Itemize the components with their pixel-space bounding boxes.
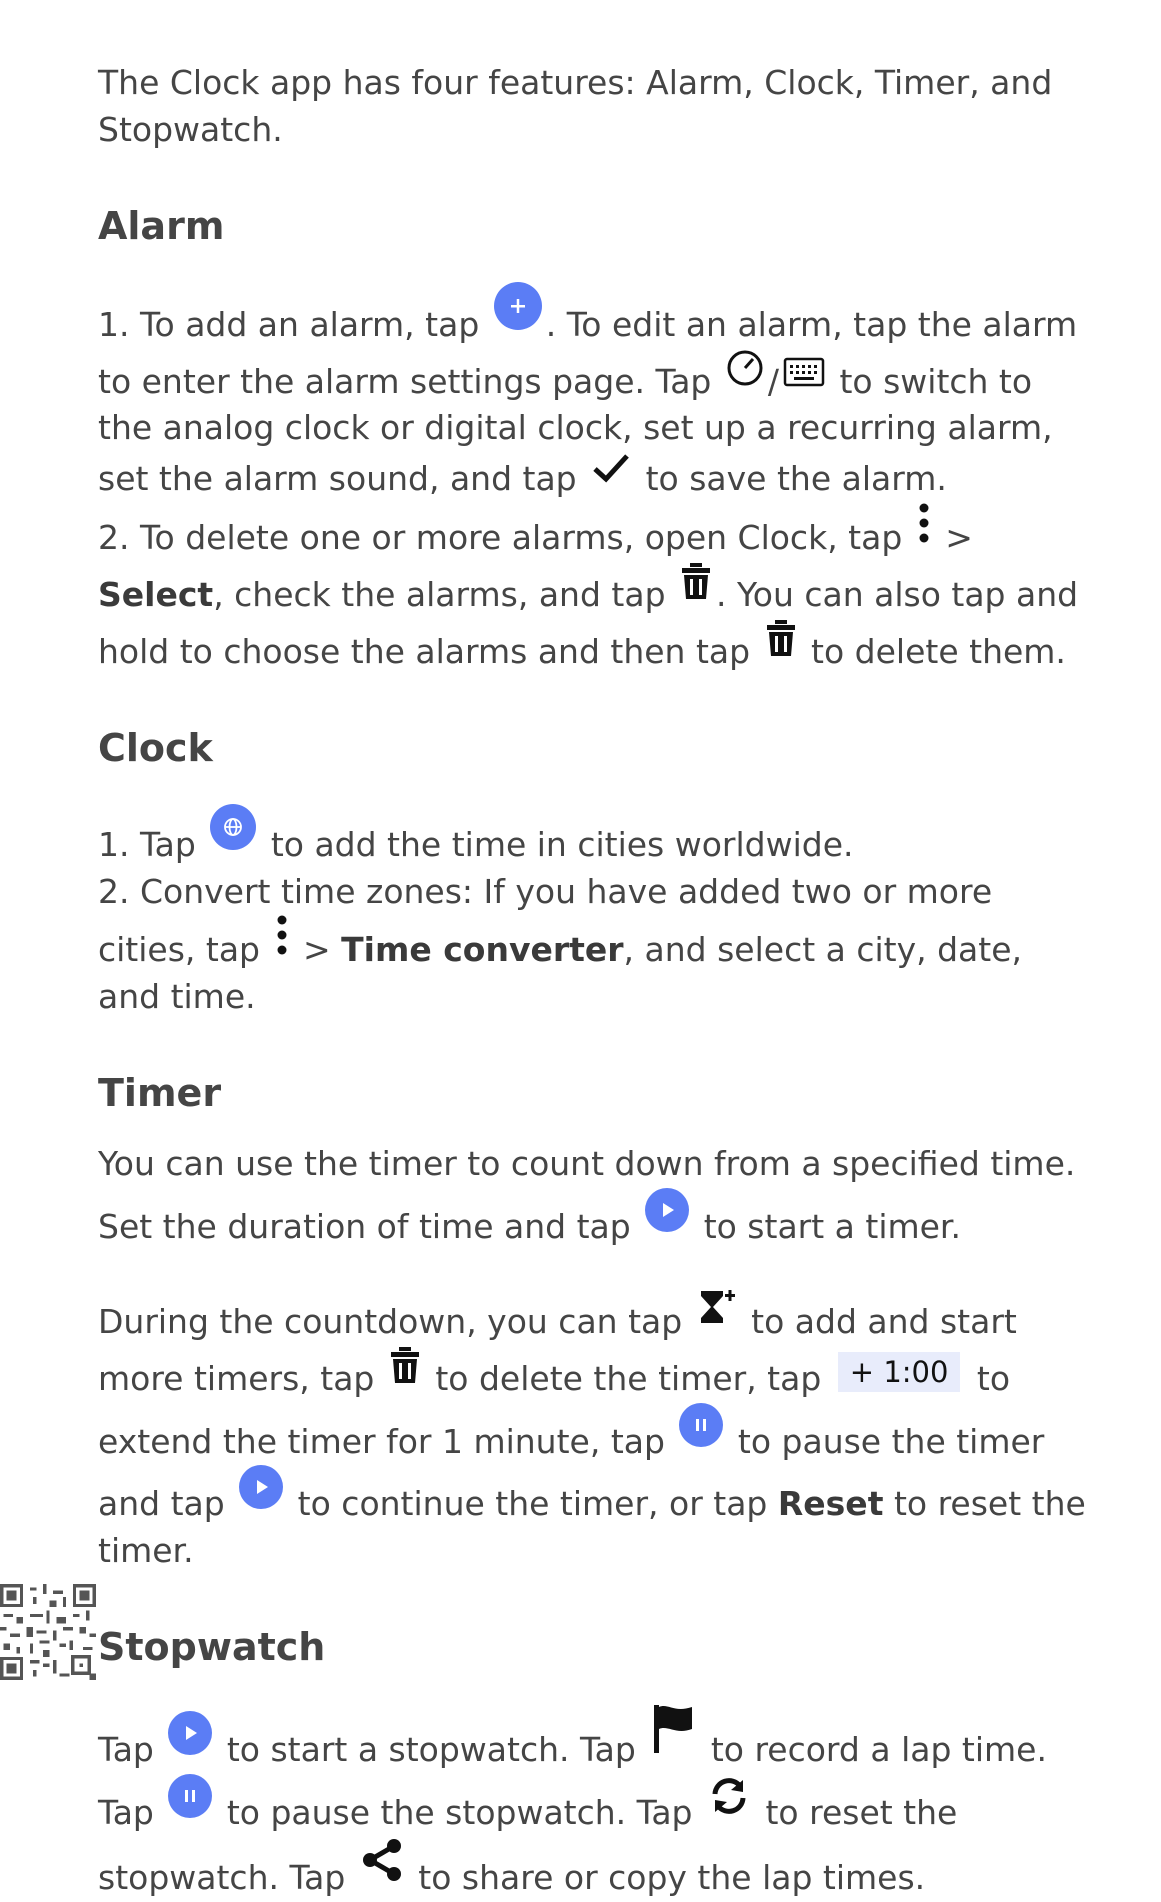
reset-label: Reset [777,1484,884,1524]
time-converter-label: Time converter [341,930,624,970]
delete-icon [680,562,712,600]
clock-heading: Clock [98,725,213,770]
check-icon [591,452,631,484]
stopwatch-paragraph: Tap to start a stopwatch. Tap to record a lap time. Tap to pause the stopwatch. Tap to reset the stopwatch. Tap to share or copy the lap times. [98,1703,1088,1902]
intro-text: The Clock app has four features: Alarm, Clock, Timer, and Stopwatch. [98,63,1053,149]
timer-paragraph-1: You can use the timer to count down from a specified time. Set the duration of time and tap to start a timer. [98,1144,1076,1247]
select-menu-label: Select [98,575,214,615]
qr-code-icon [0,1583,96,1681]
play-icon [168,1711,212,1755]
timer-heading: Timer [98,1071,222,1116]
play-icon [239,1465,283,1509]
delete-icon [389,1346,421,1384]
pause-icon [679,1403,723,1447]
extend-time-badge: + 1:00 [838,1352,961,1392]
clock-step-2: 2. Convert time zones: If you have added two or more cities, tap > Time converter, and select a city, date, and time. [98,871,1023,1017]
globe-icon [210,804,256,850]
clock-step-1: 1. Tap to add the time in cities worldwide. [98,804,1088,869]
pause-icon [168,1774,212,1818]
flag-icon [650,1703,696,1755]
share-icon [360,1837,404,1883]
more-icon [275,915,289,955]
delete-icon [765,619,797,657]
add-icon [494,282,542,330]
document-page [98,60,1088,1902]
add-timer-icon [697,1287,737,1327]
alarm-step-2: 2. To delete one or more alarms, open Clock, tap > Select, check the alarms, and tap . You can also tap and hold to choose the alarms and then tap to delete them. [98,503,1088,676]
keyboard-icon [783,357,825,387]
alarm-step-1: 1. To add an alarm, tap . To edit an alarm, tap the alarm to enter the alarm settings page. Tap / to switch to the analog clock or digital clock, set up a recurring alarm, set the alarm sound, and tap to save the alarm. [98,282,1088,503]
reset-icon [707,1774,751,1818]
timer-paragraph-2: During the countdown, you can tap to add and start more timers, tap to delete the timer, tap + 1:00 to extend the timer for 1 minute, tap to pause the timer and tap to continue the timer, or tap Reset to reset the timer. [98,1287,1088,1575]
more-icon [917,503,931,543]
alarm-heading: Alarm [98,203,225,248]
stopwatch-heading: Stopwatch [98,1625,326,1670]
analog-clock-icon [726,349,764,387]
play-icon [645,1188,689,1232]
